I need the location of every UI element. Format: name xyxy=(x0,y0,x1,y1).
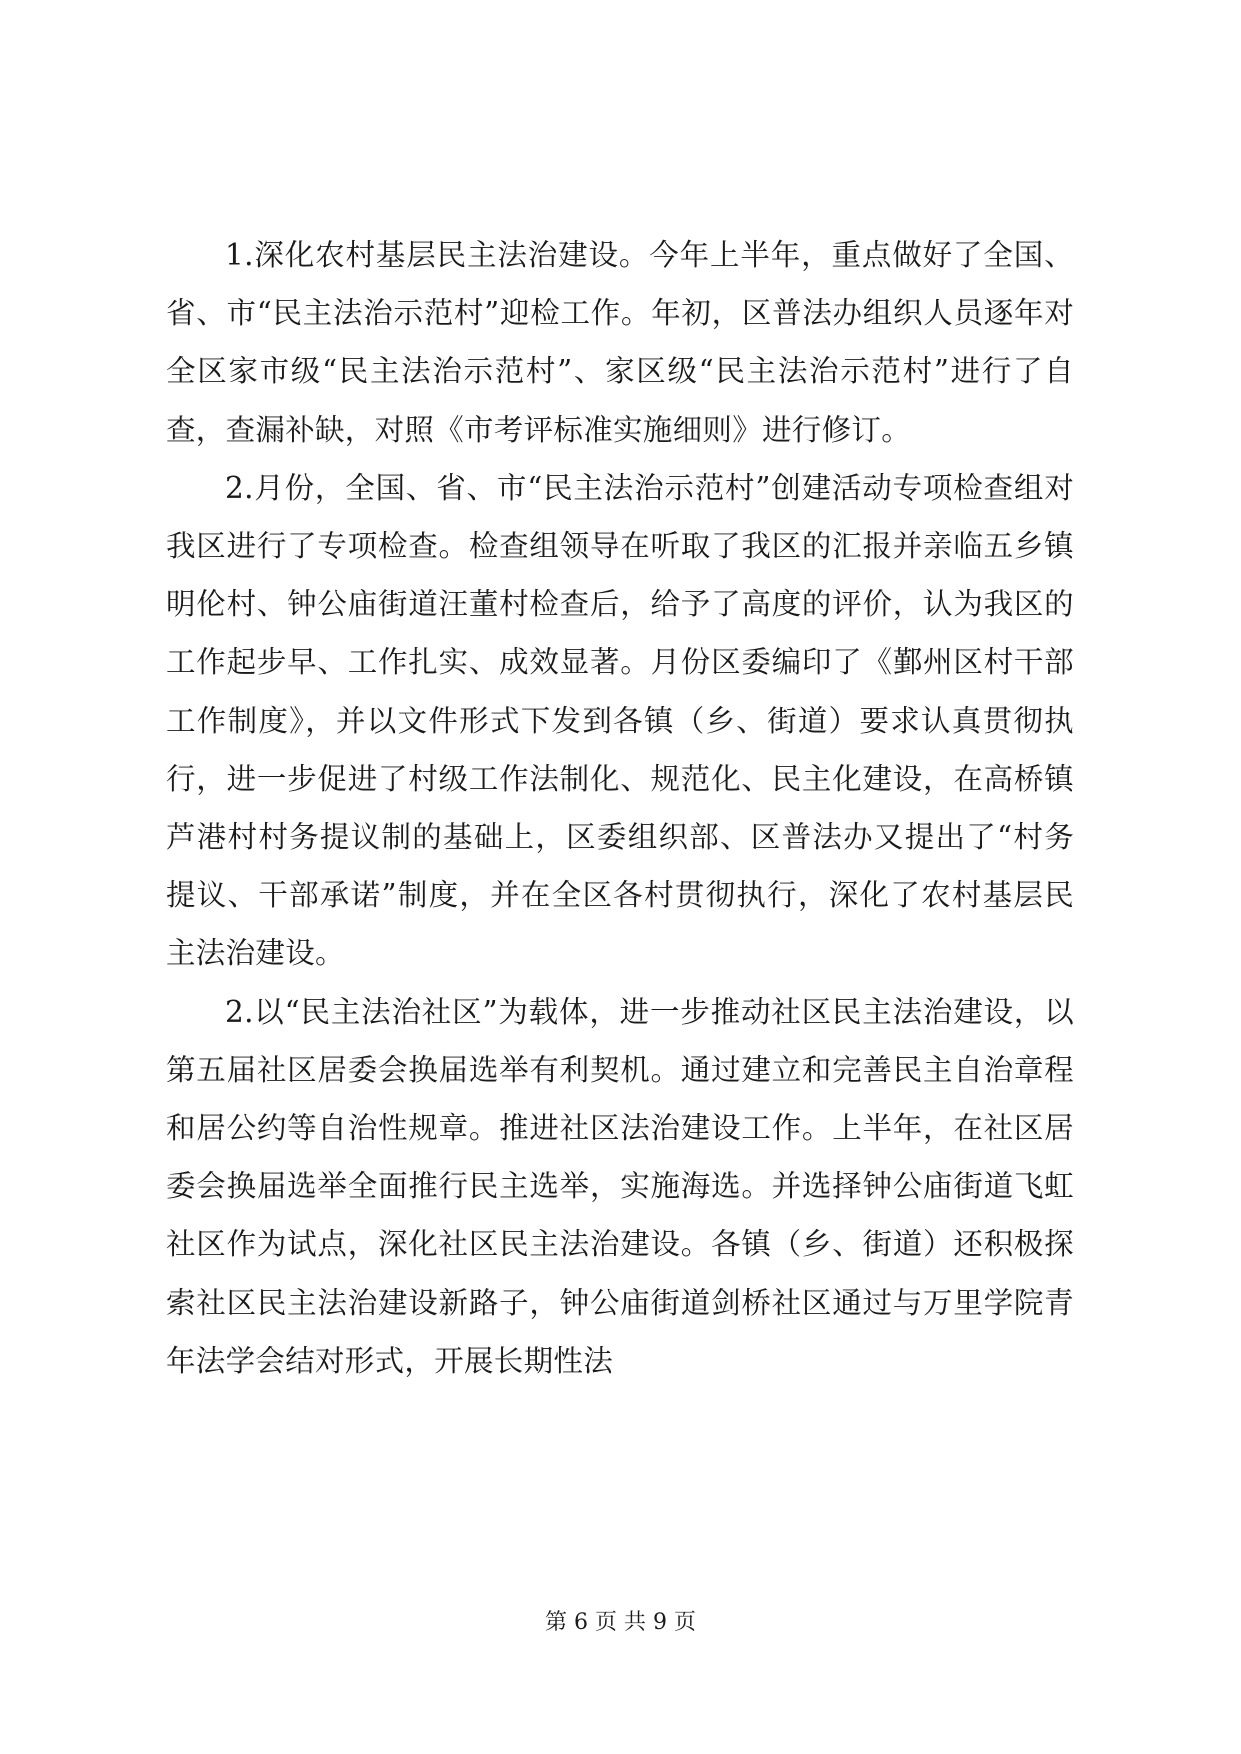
paragraph-3: 2.以“民主法治社区”为载体，进一步推动社区民主法治建设，以第五届社区居委会换届选举有利契机。通过建立和完善民主自治章程和居公约等自治性规章。推进社区法治建设工作。上半年，在社区居委会换届选举全面推行民主选举，实施海选。并选择钟公庙街道飞虹社区作为试点，深化社区民主法治建设。各镇（乡、街道）还积极探索社区民主法治建设新路子，钟公庙街道剑桥社区通过与万里学院青年法学会结对形式，开展长期性法 xyxy=(166,994,1074,1378)
paragraph-2: 2.月份，全国、省、市“民主法治示范村”创建活动专项检查组对我区进行了专项检查。检查组领导在听取了我区的汇报并亲临五乡镇明伦村、钟公庙街道汪董村检查后，给予了高度的评价，认为我区的工作起步早、工作扎实、成效显著。月份区委编印了《鄞州区村干部工作制度》，并以文件形式下发到各镇（乡、街道）要求认真贯彻执行，进一步促进了村级工作法制化、规范化、民主化建设，在高桥镇芦港村村务提议制的基础上，区委组织部、区普法办又提出了“村务提议、干部承诺”制度，并在全区各村贯彻执行，深化了农村基层民主法治建设。 xyxy=(166,470,1074,971)
page-number-label: 第 6 页 共 9 页 xyxy=(545,1610,696,1635)
paragraph-1: 1.深化农村基层民主法治建设。今年上半年，重点做好了全国、省、市“民主法治示范村”迎检工作。年初，区普法办组织人员逐年对全区家市级“民主法治示范村”、家区级“民主法治示范村”进行了自查，查漏补缺，对照《市考评标准实施细则》进行修订。 xyxy=(166,238,1074,447)
page-footer xyxy=(0,1608,1241,1638)
document-body xyxy=(166,226,1074,1390)
